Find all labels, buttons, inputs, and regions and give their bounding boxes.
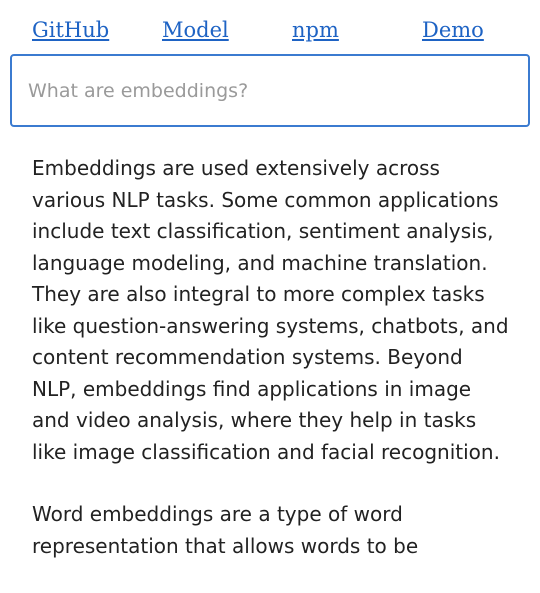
nav-link-github[interactable]: GitHub xyxy=(32,18,110,42)
answer-content xyxy=(32,153,512,593)
answer-paragraph: Embeddings are used extensively across various NLP tasks. Some common applications include text classification, sentiment analysis, language modeling, and machine translation. They are also integral to more complex tasks like question-answering systems, chatbots, and content recommendation systems. Beyond NLP, embeddings find applications in image and video analysis, where they help in tasks like image classification and facial recognition. xyxy=(32,156,509,464)
answer-paragraph: Word embeddings are a type of word representation that allows words to be xyxy=(32,502,419,558)
nav-link-model[interactable]: Model xyxy=(162,18,229,42)
search-box xyxy=(10,54,530,127)
nav-link-npm[interactable]: npm xyxy=(292,18,339,42)
search-input[interactable] xyxy=(12,56,528,125)
nav-link-demo[interactable]: Demo xyxy=(422,18,484,42)
top-nav xyxy=(32,14,508,48)
